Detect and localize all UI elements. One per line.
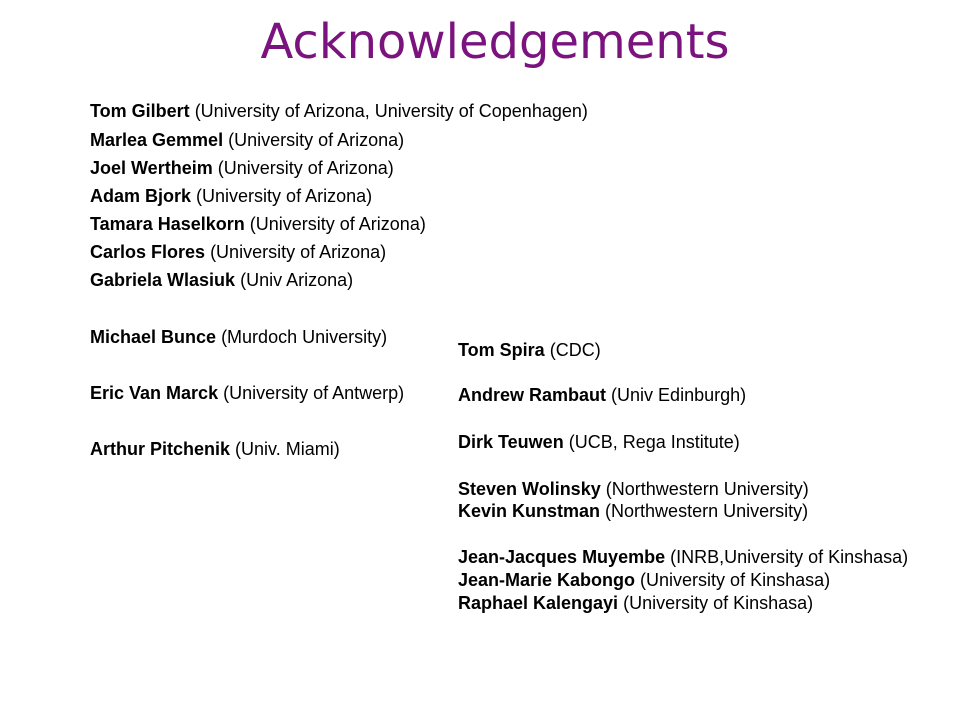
affiliation: (University of Arizona) bbox=[249, 214, 426, 234]
person-name: Steven Wolinsky bbox=[458, 479, 601, 499]
person-name: Adam Bjork bbox=[90, 186, 192, 206]
acknowledgement-entry bbox=[90, 438, 340, 460]
affiliation: (University of Arizona) bbox=[196, 186, 373, 206]
person-name: Arthur Pitchenik bbox=[90, 439, 231, 459]
person-name: Jean-Marie Kabongo bbox=[458, 570, 636, 590]
person-name: Carlos Flores bbox=[90, 242, 206, 262]
affiliation: (Univ. Miami) bbox=[235, 439, 340, 459]
person-name: Eric Van Marck bbox=[90, 383, 219, 403]
acknowledgement-entry bbox=[90, 241, 386, 263]
person-name: Kevin Kunstman bbox=[458, 501, 601, 521]
affiliation: (INRB,University of Kinshasa) bbox=[670, 547, 909, 567]
person-name: Michael Bunce bbox=[90, 327, 217, 347]
affiliation: (University of Arizona) bbox=[217, 158, 394, 178]
person-name: Raphael Kalengayi bbox=[458, 593, 619, 613]
person-name: Tom Spira bbox=[458, 340, 545, 360]
affiliation: (University of Kinshasa) bbox=[623, 593, 814, 613]
affiliation: (CDC) bbox=[549, 340, 601, 360]
person-name: Tom Gilbert bbox=[90, 101, 190, 121]
acknowledgement-entry bbox=[90, 100, 588, 122]
affiliation: (University of Arizona, University of Copenhagen) bbox=[194, 101, 588, 121]
affiliation: (Univ Arizona) bbox=[240, 270, 354, 290]
affiliation: (University of Kinshasa) bbox=[640, 570, 831, 590]
person-name: Dirk Teuwen bbox=[458, 432, 564, 452]
affiliation: (University of Arizona) bbox=[228, 130, 405, 150]
acknowledgement-entry bbox=[458, 431, 740, 453]
affiliation: (University of Antwerp) bbox=[223, 383, 405, 403]
acknowledgement-entry bbox=[90, 326, 387, 348]
person-name: Jean-Jacques Muyembe bbox=[458, 547, 666, 567]
acknowledgement-entry bbox=[458, 478, 809, 500]
acknowledgement-entry bbox=[458, 500, 808, 522]
person-name: Tamara Haselkorn bbox=[90, 214, 245, 234]
person-name: Andrew Rambaut bbox=[458, 385, 607, 405]
slide-title: Acknowledgements bbox=[260, 14, 730, 70]
affiliation: (Northwestern University) bbox=[605, 501, 809, 521]
person-name: Marlea Gemmel bbox=[90, 130, 224, 150]
acknowledgement-entry bbox=[458, 384, 746, 406]
affiliation: (Northwestern University) bbox=[605, 479, 809, 499]
acknowledgement-entry bbox=[90, 185, 372, 207]
acknowledgement-entry bbox=[90, 269, 353, 291]
person-name: Gabriela Wlasiuk bbox=[90, 270, 236, 290]
acknowledgement-entry bbox=[90, 213, 426, 235]
acknowledgement-entry bbox=[90, 157, 394, 179]
acknowledgement-entry bbox=[458, 339, 601, 361]
affiliation: (Murdoch University) bbox=[221, 327, 388, 347]
affiliation: (UCB, Rega Institute) bbox=[568, 432, 740, 452]
acknowledgement-entry bbox=[458, 546, 908, 568]
affiliation: (Univ Edinburgh) bbox=[611, 385, 747, 405]
acknowledgement-entry bbox=[90, 382, 404, 404]
acknowledgement-entry bbox=[458, 592, 813, 614]
acknowledgement-entry bbox=[90, 129, 404, 151]
affiliation: (University of Arizona) bbox=[210, 242, 387, 262]
person-name: Joel Wertheim bbox=[90, 158, 213, 178]
acknowledgement-entry bbox=[458, 569, 830, 591]
